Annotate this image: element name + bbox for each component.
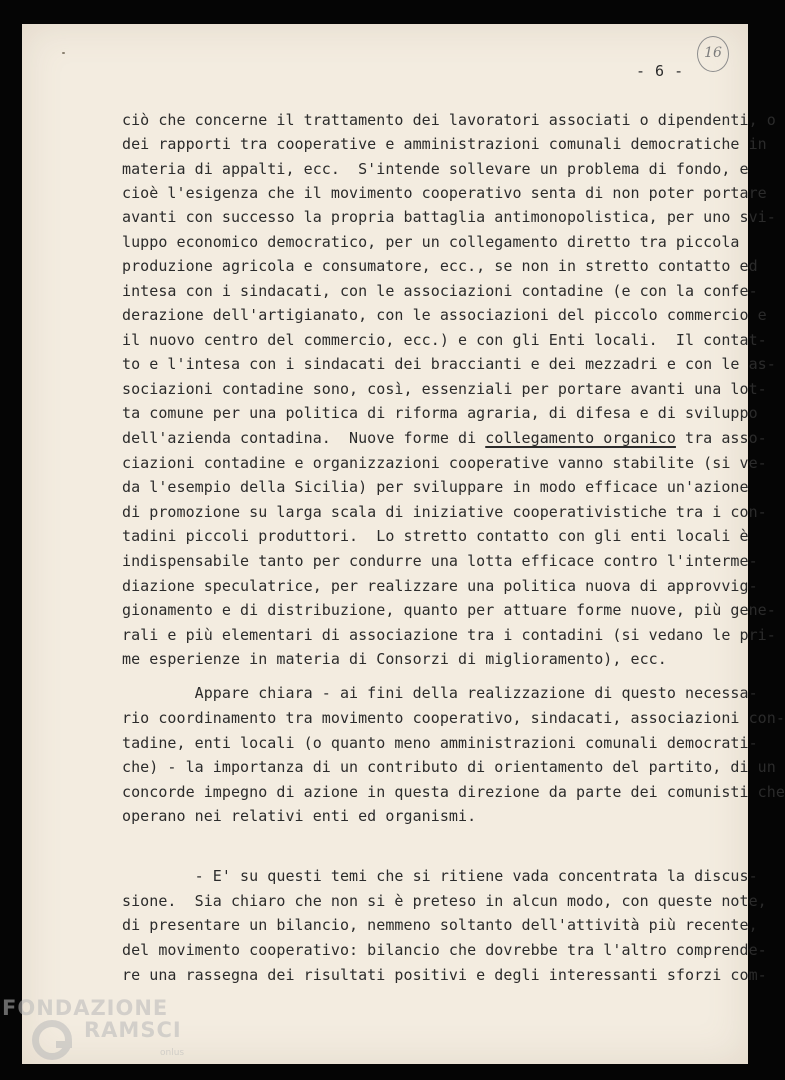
text-line: tadini piccoli produttori. Lo stretto contatto con gli enti locali è [122, 527, 749, 545]
watermark-g-logo-icon [32, 1020, 72, 1060]
text-line: rali e più elementari di associazione tra i contadini (si vedano le pri- [122, 626, 776, 644]
paper-speck [62, 52, 65, 54]
watermark-line1: FONDAZIONE [2, 996, 169, 1020]
page-number: - 6 - [636, 62, 684, 80]
text-line: ciazioni contadine e organizzazioni cooperative vanno stabilite (si ve- [122, 454, 767, 472]
text-line: luppo economico democratico, per un collegamento diretto tra piccola [122, 233, 740, 251]
text-line: derazione dell'artigianato, con le associazioni del piccolo commercio e [122, 306, 767, 324]
text-line: me esperienze in materia di Consorzi di miglioramento), ecc. [122, 650, 667, 668]
text-line: re una rassegna dei risultati positivi e degli interessanti sforzi com- [122, 966, 767, 984]
text-line: il nuovo centro del commercio, ecc.) e con gli Enti locali. Il contat- [122, 331, 767, 349]
text-line: rio coordinamento tra movimento cooperativo, sindacati, associazioni con- [122, 709, 785, 727]
text-line: di promozione su larga scala di iniziative cooperativistiche tra i con- [122, 503, 767, 521]
watermark-small-text: onlus [160, 1048, 185, 1058]
text-line: dei rapporti tra cooperative e amministrazioni comunali democratiche in [122, 135, 767, 153]
text-line: concorde impegno di azione in questa direzione da parte dei comunisti che [122, 783, 785, 801]
text-line: avanti con successo la propria battaglia antimonopolistica, per uno svi- [122, 208, 776, 226]
text-line: Appare chiara - ai fini della realizzazione di questo necessa- [122, 684, 758, 702]
fondazione-gramsci-watermark [2, 996, 202, 1076]
text-line [122, 429, 767, 447]
text-segment: dell'azienda contadina. Nuove forme di [122, 429, 486, 447]
document-page [22, 24, 785, 1064]
text-line: - E' su questi temi che si ritiene vada concentrata la discus- [122, 867, 758, 885]
underlined-phrase: collegamento organico [485, 429, 676, 447]
text-line: diazione speculatrice, per realizzare una politica nuova di approvvig- [122, 577, 758, 595]
text-line: ciò che concerne il trattamento dei lavoratori associati o dipendenti, o [122, 111, 776, 129]
text-line: tadine, enti locali (o quanto meno amministrazioni comunali democrati- [122, 734, 758, 752]
handwritten-page-annotation: 16 [697, 36, 729, 72]
text-line: ta comune per una politica di riforma agraria, di difesa e di sviluppo [122, 404, 758, 422]
text-line: operano nei relativi enti ed organismi. [122, 807, 477, 825]
text-line: da l'esempio della Sicilia) per sviluppare in modo efficace un'azione [122, 478, 749, 496]
text-line: cioè l'esigenza che il movimento cooperativo senta di non poter portare [122, 184, 767, 202]
text-line: materia di appalti, ecc. S'intende sollevare un problema di fondo, e [122, 160, 749, 178]
text-line: sione. Sia chiaro che non si è preteso in alcun modo, con queste note, [122, 892, 767, 910]
text-segment: tra asso- [675, 429, 767, 447]
text-line: to e l'intesa con i sindacati dei braccianti e dei mezzadri e con le as- [122, 355, 776, 373]
text-line: che) - la importanza di un contributo di orientamento del partito, di un [122, 758, 776, 776]
text-line: gionamento e di distribuzione, quanto per attuare forme nuove, più gene- [122, 601, 776, 619]
watermark-line2: RAMSCI [84, 1018, 182, 1042]
text-line: produzione agricola e consumatore, ecc., se non in stretto contatto ed [122, 257, 758, 275]
text-line: di presentare un bilancio, nemmeno soltanto dell'attività più recente, [122, 916, 758, 934]
text-line: sociazioni contadine sono, così, essenziali per portare avanti una lot- [122, 380, 767, 398]
text-line: del movimento cooperativo: bilancio che dovrebbe tra l'altro comprende- [122, 941, 767, 959]
text-line: indispensabile tanto per condurre una lotta efficace contro l'interme- [122, 552, 758, 570]
text-line: intesa con i sindacati, con le associazioni contadine (e con la confe- [122, 282, 758, 300]
